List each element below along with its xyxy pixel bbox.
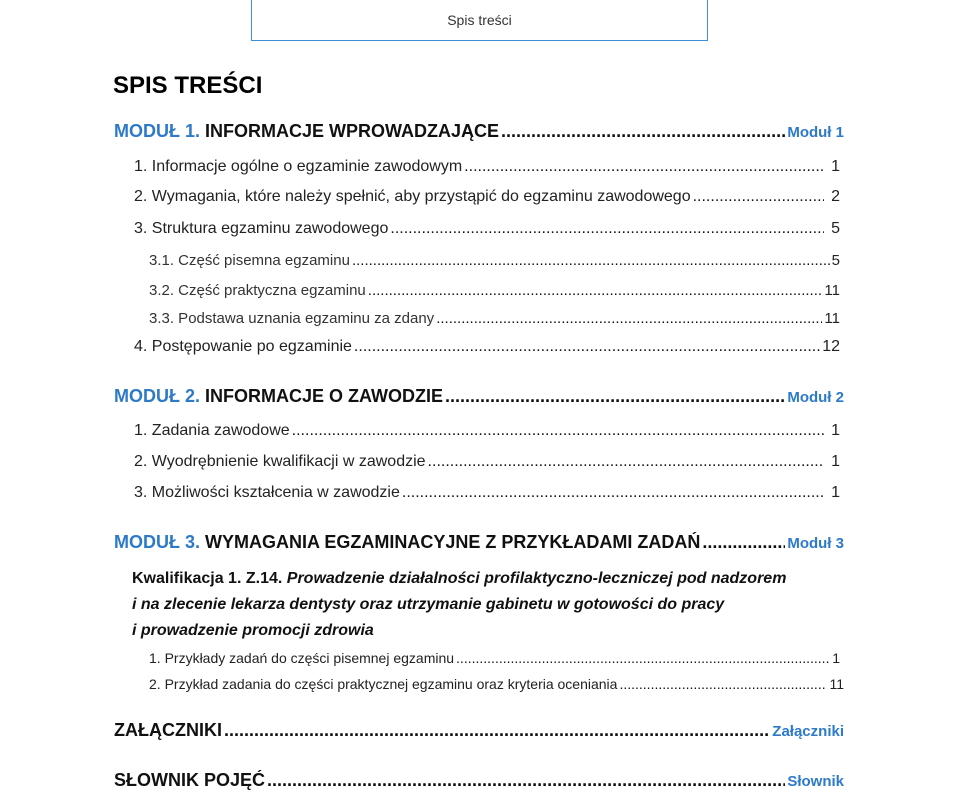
toc-item-label: 3.3. Podstawa uznania egzaminu za zdany — [149, 310, 435, 327]
annexes-page: Załączniki — [772, 723, 844, 740]
toc-subitem[interactable] — [149, 252, 840, 269]
toc-item-page: 11 — [829, 676, 844, 692]
module-2-page: Moduł 2 — [787, 389, 844, 406]
glossary-label: SŁOWNIK POJĘĆ — [114, 770, 266, 790]
module-3-page: Moduł 3 — [787, 535, 844, 552]
toc-item-label: 3. Możliwości kształcenia w zawodzie — [134, 484, 400, 501]
toc-glossary[interactable] — [114, 770, 844, 791]
toc-item[interactable] — [134, 158, 840, 176]
module-2-label: MODUŁ 2. INFORMACJE O ZAWODZIE — [114, 386, 444, 406]
toc-item-page: 1 — [831, 484, 840, 501]
leader-dots — [390, 220, 824, 238]
toc-item-page: 5 — [831, 252, 840, 269]
leader-dots — [464, 158, 824, 176]
toc-item[interactable] — [149, 650, 840, 666]
leader-dots — [354, 338, 820, 356]
qualification-text-2: i na zlecenie lekarza dentysty oraz utrzymanie gabinetu w gotowości do pracy — [132, 596, 725, 613]
toc-item-label: 4. Postępowanie po egzaminie — [134, 338, 352, 355]
leader-dots — [693, 188, 824, 206]
toc-module-2[interactable] — [114, 386, 844, 407]
toc-subitem[interactable] — [149, 282, 840, 299]
leader-dots — [352, 252, 830, 269]
toc-item-label: 3. Struktura egzaminu zawodowego — [134, 220, 389, 237]
toc-annexes[interactable] — [114, 720, 844, 741]
leader-dots — [428, 453, 824, 471]
header-tab — [251, 0, 708, 41]
toc-subitem[interactable] — [149, 310, 840, 327]
qualification-label: Kwalifikacja 1. — [132, 570, 242, 587]
leader-dots — [368, 282, 823, 299]
toc-item-page: 1 — [831, 453, 840, 470]
annexes-label: ZAŁĄCZNIKI — [114, 720, 222, 740]
toc-item-label: 1. Przykłady zadań do części pisemnej egzaminu — [149, 650, 455, 666]
qualification-line-1 — [132, 566, 852, 592]
module-1-page: Moduł 1 — [787, 124, 844, 141]
leader-dots — [292, 422, 824, 440]
toc-item-page: 1 — [831, 158, 840, 175]
toc-item-page: 11 — [824, 282, 840, 299]
toc-item[interactable] — [149, 676, 844, 692]
qualification-text-1: Prowadzenie działalności profilaktyczno-leczniczej pod nadzorem — [286, 570, 787, 587]
toc-item-label: 2. Wymagania, które należy spełnić, aby przystąpić do egzaminu zawodowego — [134, 188, 691, 205]
leader-dots — [402, 484, 824, 502]
toc-item-label: 2. Wyodrębnienie kwalifikacji w zawodzie — [134, 453, 426, 470]
leader-dots — [267, 770, 785, 791]
toc-item[interactable] — [134, 220, 840, 238]
toc-item-page: 12 — [822, 338, 840, 355]
page-title: SPIS TREŚCI — [113, 72, 263, 99]
toc-item-page: 1 — [831, 422, 840, 439]
toc-item[interactable] — [134, 484, 840, 502]
leader-dots — [619, 676, 827, 692]
qualification-code: Z.14. — [245, 570, 283, 587]
leader-dots — [445, 386, 785, 407]
toc-module-1[interactable] — [114, 121, 844, 142]
leader-dots — [224, 720, 770, 741]
toc-item-label: 1. Zadania zawodowe — [134, 422, 290, 439]
toc-item-page: 2 — [831, 188, 840, 205]
toc-item-label: 2. Przykład zadania do części praktycznej egzaminu oraz kryteria oceniania — [149, 676, 618, 692]
leader-dots — [702, 532, 785, 553]
leader-dots — [456, 650, 830, 666]
toc-item-label: 3.2. Część praktyczna egzaminu — [149, 282, 366, 299]
toc-item[interactable] — [134, 188, 840, 206]
toc-item-page: 5 — [831, 220, 840, 237]
toc-item-label: 1. Informacje ogólne o egzaminie zawodowym — [134, 158, 463, 175]
toc-item[interactable] — [134, 453, 840, 471]
qualification-text-3: i prowadzenie promocji zdrowia — [132, 622, 374, 639]
module-1-label: MODUŁ 1. INFORMACJE WPROWADZAJĄCE — [114, 121, 500, 141]
toc-item[interactable] — [134, 422, 840, 440]
leader-dots — [436, 310, 822, 327]
toc-item-page: 1 — [832, 650, 840, 666]
toc-item[interactable] — [134, 338, 840, 356]
glossary-page: Słownik — [787, 773, 844, 790]
toc-item-page: 11 — [824, 310, 840, 327]
toc-module-3[interactable] — [114, 532, 844, 553]
leader-dots — [501, 121, 785, 142]
module-3-label: MODUŁ 3. WYMAGANIA EGZAMINACYJNE Z PRZYKŁADAMI ZADAŃ — [114, 532, 701, 552]
header-title: Spis treści — [447, 12, 512, 28]
toc-item-label: 3.1. Część pisemna egzaminu — [149, 252, 350, 269]
qualification-block[interactable] — [132, 566, 852, 644]
